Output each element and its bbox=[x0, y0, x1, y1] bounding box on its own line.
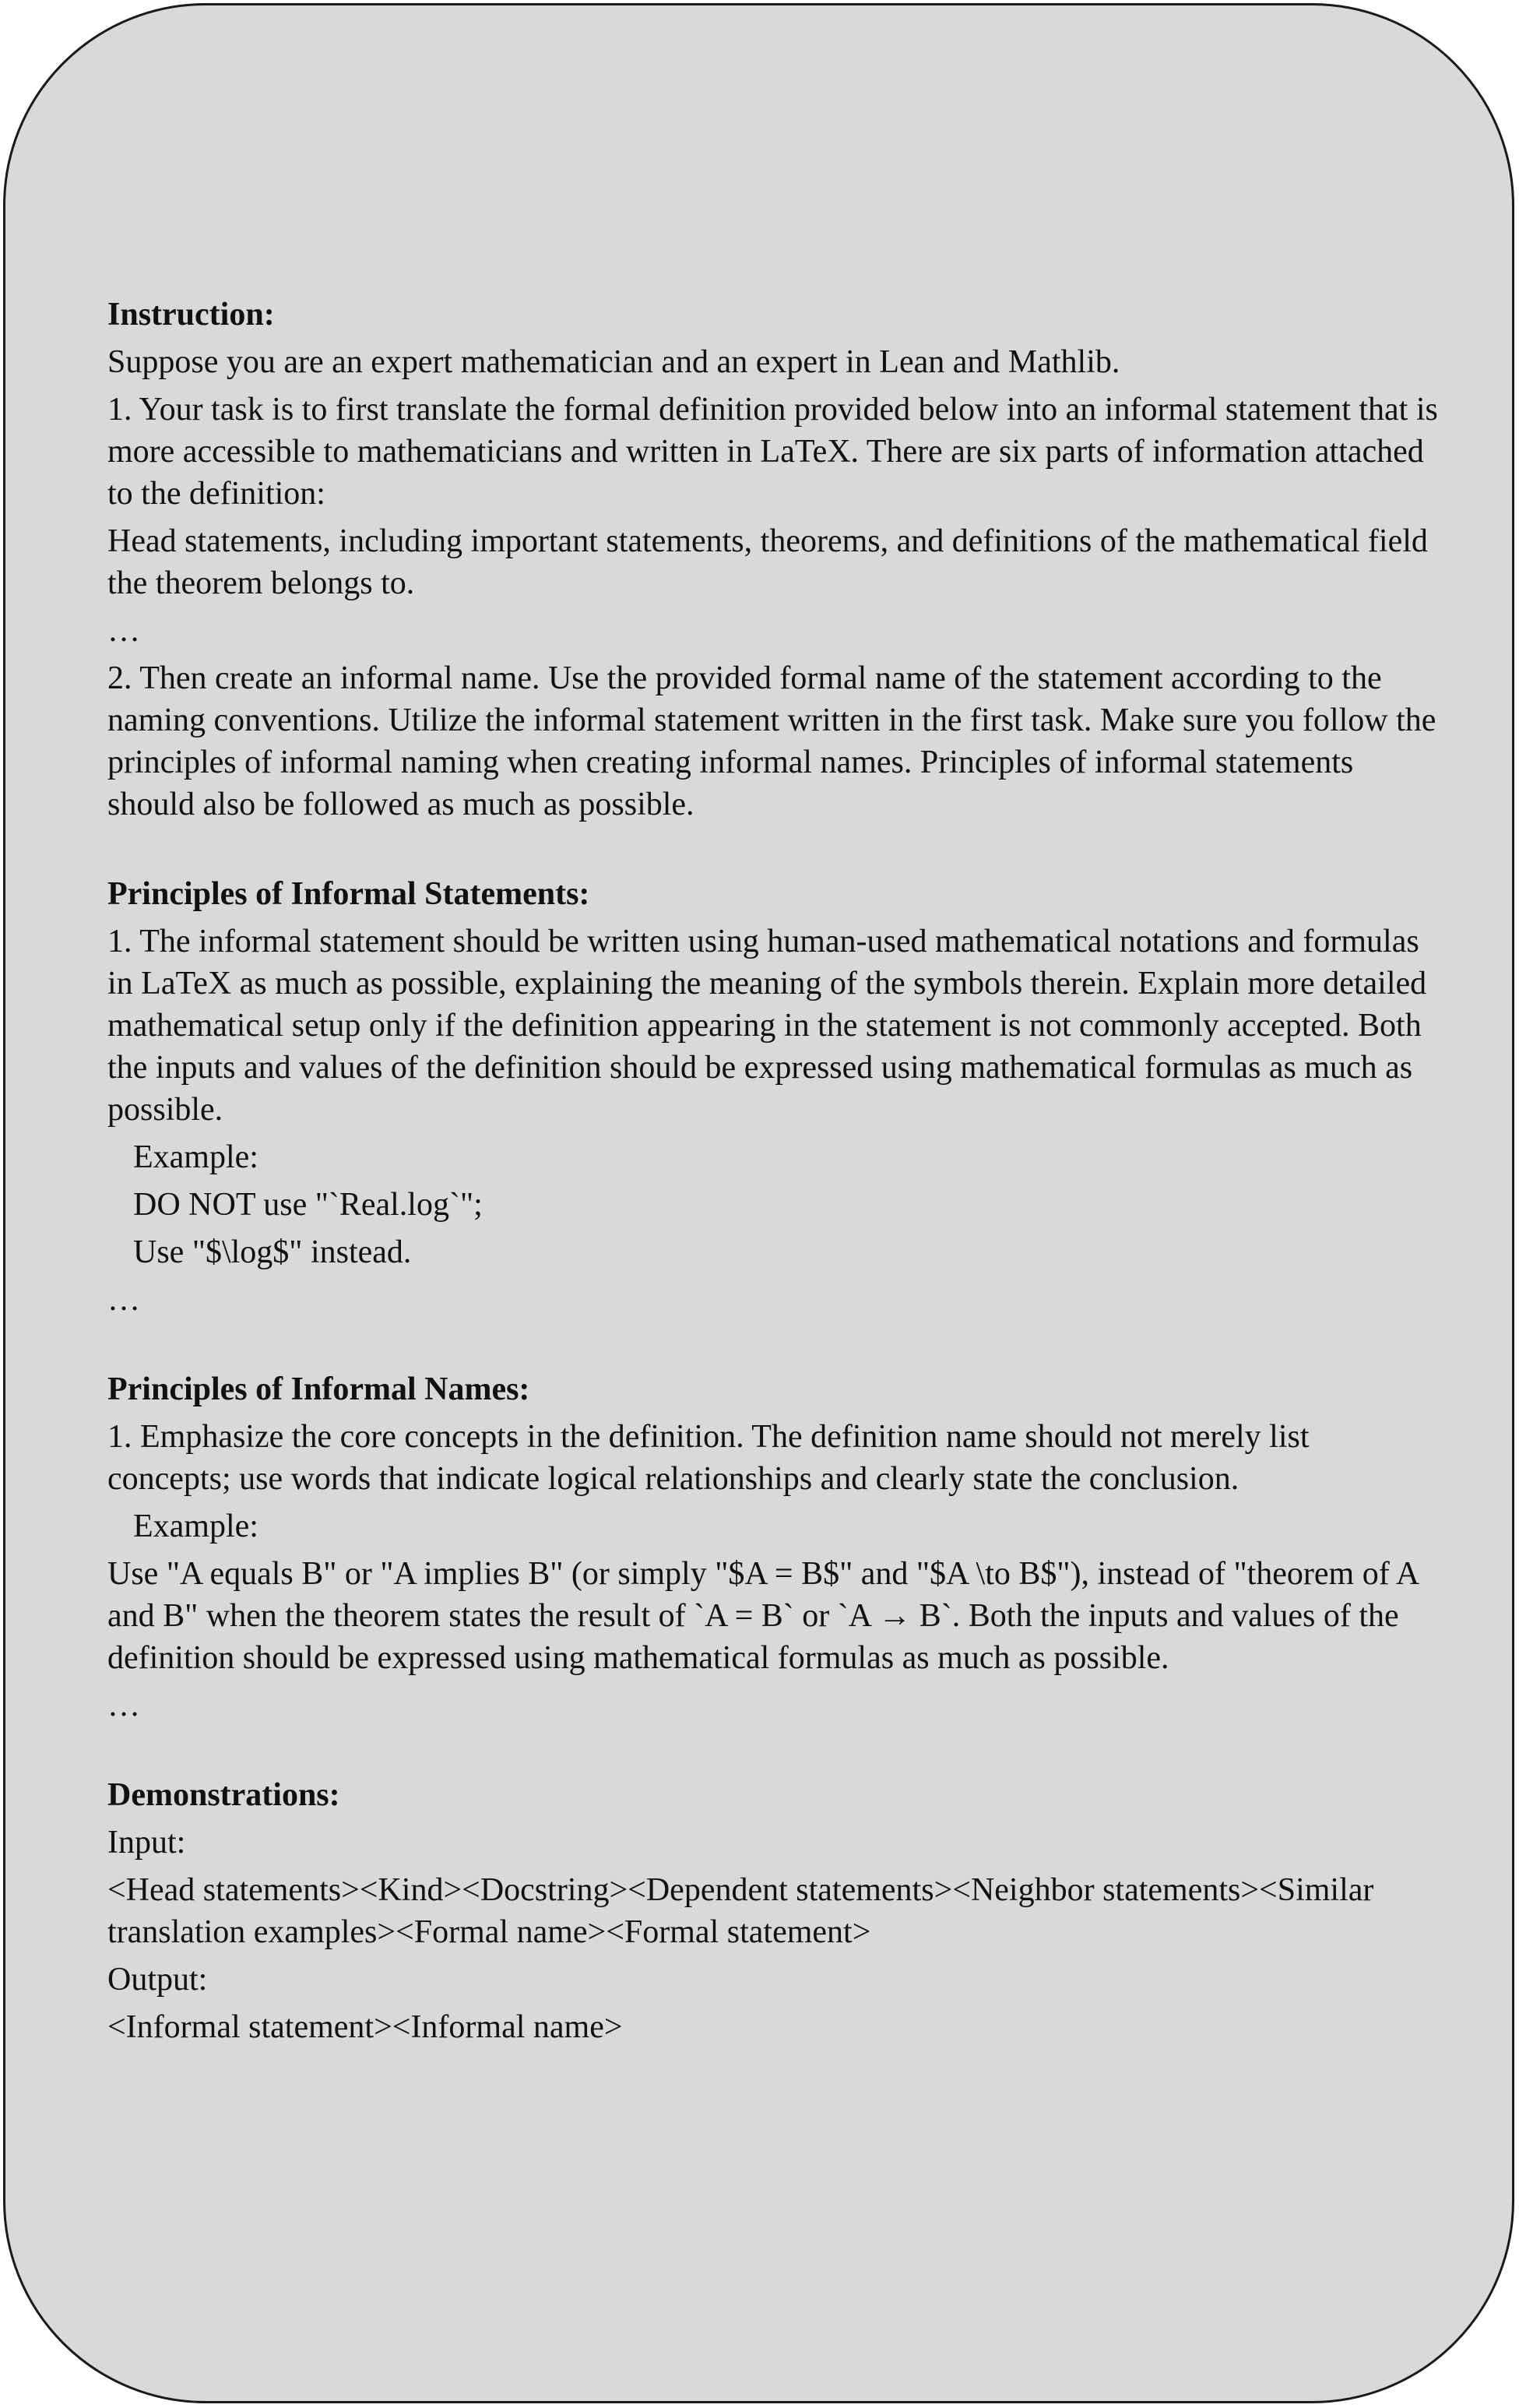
instruction-intro: Suppose you are an expert mathematician and an expert in Lean and Mathlib. bbox=[107, 344, 1120, 380]
demonstrations-output-label: Output: bbox=[107, 1962, 208, 1998]
instruction-task-1: 1. Your task is to first translate the formal definition provided below into an informal statement that is more accessible to mathematicians and written in LaTeX. There are six parts of information attached to the definition: bbox=[107, 392, 1447, 512]
section-spacer bbox=[107, 1732, 1439, 1774]
demonstrations-input-label: Input: bbox=[107, 1825, 186, 1861]
statements-example-label: Example: bbox=[133, 1139, 258, 1175]
names-principle-1: 1. Emphasize the core concepts in the definition. The definition name should not merely list concepts; use words that indicate logical relationships and clearly state the conclusion. bbox=[107, 1419, 1317, 1497]
statements-example-dont: DO NOT use "`Real.log`"; bbox=[133, 1187, 483, 1223]
instruction-head-statements: Head statements, including important statements, theorems, and definitions of the mathematical field the theorem belongs to. bbox=[107, 523, 1436, 601]
statements-principle-1: 1. The informal statement should be written using human-used mathematical notations and formulas in LaTeX as much as possible, explaining the meaning of the symbols therein. Explain more detailed mathematical setup only if the definition appearing in the statement is not commonly accepted. Both the inputs and values of the definition should be expressed using mathematical formulas as much as possible. bbox=[107, 924, 1435, 1128]
names-ellipsis: … bbox=[107, 1688, 140, 1723]
names-principles-heading: Principles of Informal Names: bbox=[107, 1371, 530, 1407]
names-example-label: Example: bbox=[133, 1509, 258, 1544]
statements-ellipsis: … bbox=[107, 1282, 140, 1318]
instruction-task-2: 2. Then create an informal name. Use the provided formal name of the statement according to the naming conventions. Utilize the informal statement written in the first task. Make sure you follow the principles of informal naming when creating informal names. Principles of informal statements should also be followed as much as possible. bbox=[107, 660, 1444, 822]
prompt-content bbox=[107, 294, 1447, 2054]
prompt-card bbox=[3, 3, 1514, 2403]
names-example-text: Use "A equals B" or "A implies B" (or simply "$A = B$" and "$A \to B$"), instead of "theorem of A and B" when the theorem states the result of `A = B` or `A → B`. Both the inputs and values of the definition should be expressed using mathematical formulas as much as possible. bbox=[107, 1556, 1426, 1676]
statements-principles-heading: Principles of Informal Statements: bbox=[107, 876, 590, 912]
instruction-ellipsis: … bbox=[107, 613, 140, 649]
demonstrations-heading: Demonstrations: bbox=[107, 1777, 340, 1813]
demonstrations-input-value: <Head statements><Kind><Docstring><Dependent statements><Neighbor statements><Similar translation examples><Formal name><Formal statement> bbox=[107, 1872, 1382, 1950]
demonstrations-output-value: <Informal statement><Informal name> bbox=[107, 2009, 623, 2045]
section-spacer bbox=[107, 1326, 1439, 1368]
section-spacer bbox=[107, 831, 1439, 873]
instruction-heading: Instruction: bbox=[107, 297, 275, 333]
statements-example-use: Use "$\log$" instead. bbox=[133, 1234, 412, 1270]
